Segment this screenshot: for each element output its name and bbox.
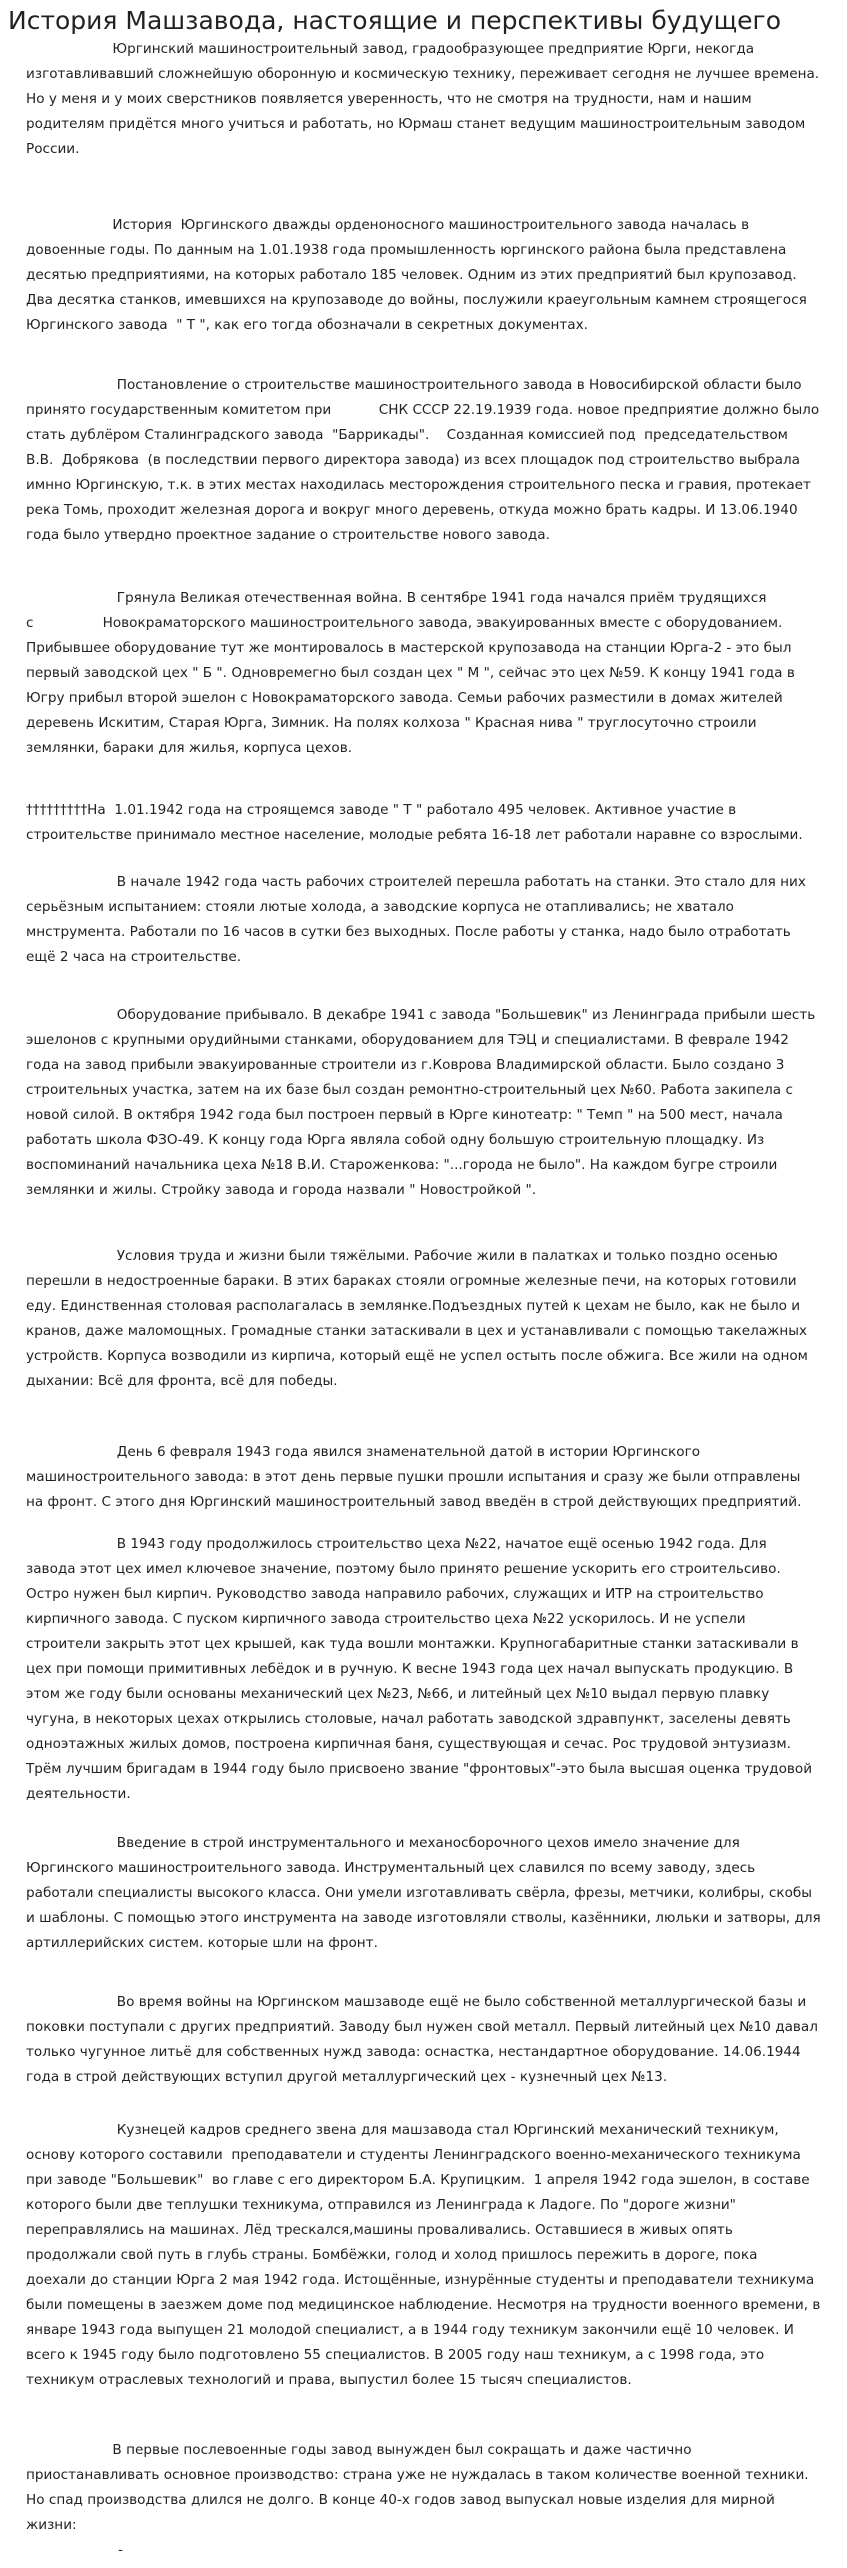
text-line: Но спад производства длился не долго. В конце 40-х годов завод выпускал новые изделия для мирной xyxy=(26,2492,775,2508)
text-line: Постановление о строительстве машиностроительного завода в Новосибирской области было xyxy=(26,377,802,393)
text-line: чугуна, в некоторых цехах открылись столовые, начал работать заводской здравпункт, заселены девять xyxy=(26,1711,791,1727)
text-line: завода этот цех имел ключевое значение, поэтому было принято решение ускорить его строительсиво. xyxy=(26,1561,781,1577)
text-line: на фронт. С этого дня Юргинский машиностроительный завод введён в строй действующих предприятий. xyxy=(26,1494,802,1510)
text-line: стать дублёром Сталинградского завода "Баррикады". Созданная комиссией под председательством xyxy=(26,427,788,443)
text-line: Юргинского завода " Т ", как его тогда обозначали в секретных документах. xyxy=(26,317,588,333)
text-line: года было утвердно проектное задание о строительстве нового завода. xyxy=(26,527,550,543)
text-line: мнструмента. Работали по 16 часов в сутки без выходных. После работы у станка, надо было отработать xyxy=(26,924,791,940)
text-line: Остро нужен был кирпич. Руководство завода направило рабочих, служащих и ИТР на строительство xyxy=(26,1586,764,1602)
paragraph xyxy=(26,870,822,970)
text-line: строительстве принимало местное население, молодые ребята 16-18 лет работали наравне со взрослыми. xyxy=(26,827,803,843)
paragraph xyxy=(26,2438,822,2538)
text-line: землянки, бараки для жилья, корпуса цехов. xyxy=(26,740,353,756)
text-line: работали специалисты высокого класса. Они умели изготавливать свёрла, фрезы, метчики, колибры, скобы xyxy=(26,1885,813,1901)
text-line: изготавливавший сложнейшую оборонную и космическую технику, переживает сегодня не лучшее времена. xyxy=(26,66,820,82)
text-line: России. xyxy=(26,141,80,157)
text-line: при заводе "Большевик" во главе с его директором Б.А. Крупицким. 1 апреля 1942 года эшелон, в составе xyxy=(26,2172,810,2188)
text-line: строительных участка, затем на их базе был создан ремонтно-строительный цех №60. Работа закипела с xyxy=(26,1082,793,1098)
text-line: Трём лучшим бригадам в 1944 году было присвоено звание "фронтовых"-это была высшая оценка трудовой xyxy=(26,1761,813,1777)
text-line: Грянула Великая отечественная война. В сентябре 1941 года начался приём трудящихся xyxy=(26,590,767,606)
list-bullet: - xyxy=(118,2542,123,2558)
text-line: Оборудование прибывало. В декабре 1941 с завода "Большевик" из Ленинграда прибыли шесть xyxy=(26,1007,816,1023)
text-line: с Новокраматорского машиностроительного завода, эвакуированных вместе с оборудованием. xyxy=(26,615,783,631)
text-line: машиностроительного завода: в этот день первые пушки прошли испытания и сразу же были отправлены xyxy=(26,1469,801,1485)
text-line: Введение в строй инструментального и механосборочного цехов имело значение для xyxy=(26,1835,740,1851)
text-line: январе 1943 года выпущен 21 молодой специалист, а в 1944 году техникум закончили ещё 10 человек. И xyxy=(26,2322,794,2338)
text-line: года в строй действующих вступил другой металлургический цех - кузнечный цех №13. xyxy=(26,2069,668,2085)
text-line: деревень Искитим, Старая Юрга, Зимник. На полях колхоза " Красная нива " труглосуточно строили xyxy=(26,715,757,731)
text-line: приостанавливать основное производство: страна уже не нуждалась в таком количестве военной техники. xyxy=(26,2467,809,2483)
text-line: ещё 2 часа на строительстве. xyxy=(26,949,242,965)
text-line: и шаблоны. С помощью этого инструмента на заводе изготовляли стволы, казённики, люльки и затворы, для xyxy=(26,1910,821,1926)
text-line: серьёзным испытанием: стояли лютые холода, а заводские корпуса не отапливались; не хватало xyxy=(26,899,734,915)
text-line: цех при помощи примитивных лебёдок и в ручную. К весне 1943 года цех начал выпускать продукцию. В xyxy=(26,1661,794,1677)
text-line: имнно Юргинскую, т.к. в этих местах находилась месторождения строительного песка и гравия, протекает xyxy=(26,477,811,493)
text-line: довоенные годы. По данным на 1.01.1938 года промышленность юргинского района была представлена xyxy=(26,242,787,258)
text-line: были помещены в заезжем доме под медицинское наблюдение. Несмотря на трудности военного времени, в xyxy=(26,2297,821,2313)
text-line: Условия труда и жизни были тяжёлыми. Рабочие жили в палатках и только поздно осенью xyxy=(26,1248,778,1264)
paragraph xyxy=(26,1003,822,1203)
text-line: принято государственным комитетом при СНК СССР 22.19.1939 года. новое предприятие должно было xyxy=(26,402,820,418)
text-line: В первые послевоенные годы завод вынужден был сокращать и даже частично xyxy=(26,2442,692,2458)
text-line: которого были две теплушки техникума, отправился из Ленинграда к Ладоге. По "дороге жизни" xyxy=(26,2197,736,2213)
text-line: жизни: xyxy=(26,2517,77,2533)
text-line: Но у меня и у моих сверстников появляется уверенность, что не смотря на трудности, нам и нашим xyxy=(26,91,752,107)
paragraph xyxy=(26,1440,822,1515)
text-line: деятельности. xyxy=(26,1786,131,1802)
text-line: кирпичного завода. С пуском кирпичного завода строительство цеха №22 ускорилось. И не успели xyxy=(26,1611,746,1627)
text-line: Два десятка станков, имевшихся на крупозаводе до войны, послужили краеугольным камнем строящегося xyxy=(26,292,807,308)
paragraph xyxy=(26,1990,822,2090)
text-line: †††††††††На 1.01.1942 года на строящемся заводе " Т " работало 495 человек. Активное участие в xyxy=(26,802,737,818)
text-line: кранов, даже маломощных. Громадные станки затаскивали в цех и устанавливали с помощью такелажных xyxy=(26,1323,808,1339)
text-line: этом же году были основаны механический цех №23, №66, и литейный цех №10 выдал первую плавку xyxy=(26,1686,770,1702)
text-line: родителям придётся много учиться и работать, но Юрмаш станет ведущим машиностроительным заводом xyxy=(26,116,806,132)
text-line: перешли в недостроенные бараки. В этих бараках стояли огромные железные печи, на которых готовили xyxy=(26,1273,797,1289)
text-line: строители закрыть этот цех крышей, как туда вошли монтажки. Крупногабаритные станки затаскивали в xyxy=(26,1636,799,1652)
text-line: первый заводской цех " Б ". Одновремегно был создан цех " М ", сейчас это цех №59. К концу 1941 года в xyxy=(26,665,795,681)
text-line: эшелонов с крупными орудийными станками, оборудованием для ТЭЦ и специалистами. В феврале 1942 xyxy=(26,1032,789,1048)
text-line: река Томь, проходит железная дорога и вокруг много деревень, откуда можно брать кадры. И 13.06.1940 xyxy=(26,502,798,518)
text-line: поковки поступали с других предприятий. Заводу был нужен свой металл. Первый литейный цех №10 давал xyxy=(26,2019,818,2035)
paragraph xyxy=(26,2118,822,2393)
text-line: одноэтажных жилых домов, построена кирпичная баня, существующая и сечас. Рос трудовой энтузиазм. xyxy=(26,1736,791,1752)
text-line: дыхании: Всё для фронта, всё для победы. xyxy=(26,1373,338,1389)
text-line: техникум отраслевых технологий и права, выпустил более 15 тысяч специалистов. xyxy=(26,2372,632,2388)
text-line: В.В. Добрякова (в последствии первого директора завода) из всех площадок под строительство выбрала xyxy=(26,452,801,468)
paragraph xyxy=(26,586,822,761)
paragraph xyxy=(26,37,822,162)
text-line: воспоминаний начальника цеха №18 В.И. Староженкова: "...города не было". На каждом бугре строили xyxy=(26,1157,778,1173)
text-line: работать школа ФЗО-49. К концу года Юрга являла собой одну большую строительную площадку. Из xyxy=(26,1132,765,1148)
text-line: Юргинский машиностроительный завод, градообразующее предприятие Юрги, некогда xyxy=(26,41,755,57)
text-line: устройств. Корпуса возводили из кирпича, который ещё не успел остыть после обжига. Все жили на одном xyxy=(26,1348,808,1364)
text-line: В 1943 году продолжилось строительство цеха №22, начатое ещё осенью 1942 года. Для xyxy=(26,1536,767,1552)
text-line: новой силой. В октября 1942 года был построен первый в Юрге кинотеатр: " Темп " на 500 мест, начала xyxy=(26,1107,783,1123)
text-line: доехали до станции Юрга 2 мая 1942 года. Истощённые, изнурённые студенты и преподаватели техникума xyxy=(26,2272,815,2288)
text-line: переправлялись на машинах. Лёд трескался,машины проваливались. Оставшиеся в живых опять xyxy=(26,2222,733,2238)
text-line: Во время войны на Юргинском машзаводе ещё не было собственной металлургической базы и xyxy=(26,1994,807,2010)
text-line: только чугунное литьё для собственных нужд завода: оснастка, нестандартное оборудование. 14.06.1944 xyxy=(26,2044,801,2060)
text-line: Прибывшее оборудование тут же монтировалось в мастерской крупозавода на станции Юрга-2 - это был xyxy=(26,640,792,656)
paragraph xyxy=(26,1244,822,1394)
text-line: десятью предприятиями, на которых работало 185 человек. Одним из этих предприятий был крупозавод. xyxy=(26,267,797,283)
text-line: продолжали свой путь в глубь страны. Бомбёжки, голод и холод пришлось пережить в дороге, пока xyxy=(26,2247,758,2263)
text-line: История Юргинского дважды орденоносного машиностроительного завода началась в xyxy=(26,217,750,233)
text-line: В начале 1942 года часть рабочих строителей перешла работать на станки. Это стало для них xyxy=(26,874,806,890)
text-line: артиллерийских систем. которые шли на фронт. xyxy=(26,1935,378,1951)
paragraph xyxy=(26,1532,822,1807)
text-line: Югру прибыл второй эшелон с Новокраматорского завода. Семьи рабочих разместили в домах жителей xyxy=(26,690,783,706)
text-line: Юргинского машиностроительного завода. Инструментальный цех славился по всему заводу, здесь xyxy=(26,1860,756,1876)
text-line: года на завод прибыли эвакуированные строители из г.Коврова Владимирской области. Было создано 3 xyxy=(26,1057,785,1073)
text-line: землянки и жилы. Стройку завода и города назвали " Новостройкой ". xyxy=(26,1182,537,1198)
paragraph xyxy=(26,373,822,548)
paragraph xyxy=(26,798,822,848)
text-line: основу которого составили преподаватели и студенты Ленинградского военно-механического техникума xyxy=(26,2147,801,2163)
text-line: Кузнецей кадров среднего звена для машзавода стал Юргинский механический техникум, xyxy=(26,2122,779,2138)
paragraph xyxy=(26,1831,822,1956)
page-title: История Машзавода, настоящие и перспективы будущего xyxy=(8,6,781,35)
text-line: еду. Единственная столовая располагалась в землянке.Подъездных путей к цехам не было, как не было и xyxy=(26,1298,801,1314)
paragraph xyxy=(26,213,822,338)
text-line: День 6 февраля 1943 года явился знаменательной датой в истории Юргинского xyxy=(26,1444,701,1460)
text-line: всего к 1945 году было подготовлено 55 специалистов. В 2005 году наш техникум, а с 1998 года, это xyxy=(26,2347,765,2363)
